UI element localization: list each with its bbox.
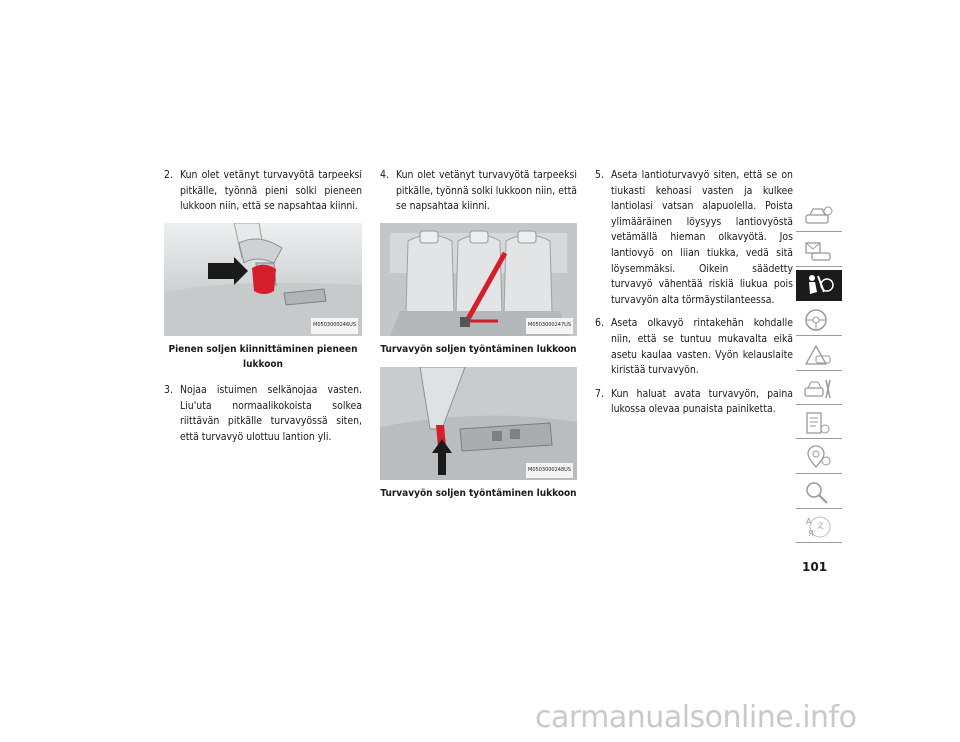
car-mail-icon — [802, 238, 834, 264]
tab-car-info[interactable] — [796, 201, 842, 232]
tab-warning-car[interactable] — [796, 340, 842, 371]
step-7 — [595, 387, 793, 418]
svg-text:文: 文 — [816, 521, 824, 530]
map-pin-icon — [802, 445, 834, 471]
figure-buckle-insert — [380, 367, 577, 480]
figure-code: M0503000246US — [311, 318, 358, 334]
airbag-safety-icon — [802, 272, 834, 298]
step-5 — [595, 168, 793, 308]
tab-car-tools[interactable] — [796, 374, 842, 405]
figure-rear-seats — [380, 223, 577, 336]
figure-caption: Pienen soljen kiinnittäminen pieneen lukkoon — [168, 343, 358, 371]
checklist-gear-icon — [802, 410, 834, 436]
svg-text:Я: Я — [808, 529, 814, 538]
step-text: Aseta olkavyö rintakehän kohdalle niin, että se tuntuu mukavalta eikä asetu kaulaa vasten. Vyön kelauslaite kiristää turvavyön. — [611, 317, 793, 377]
figure-code: M0503000248US — [526, 463, 573, 479]
tab-checklist[interactable] — [796, 408, 842, 439]
watermark: carmanualsonline.info — [535, 700, 857, 735]
figure-small-buckle — [164, 223, 362, 336]
figure-caption: Turvavyön soljen työntäminen lukkoon — [380, 343, 577, 355]
tab-languages[interactable] — [796, 512, 842, 543]
step-2 — [164, 168, 362, 215]
step-number: 6. — [595, 317, 604, 330]
step-number: 7. — [595, 387, 604, 400]
step-text: Aseta lantioturvavyö siten, että se on tiukasti kehoasi vasten ja kulkee lantiolasi vatsan alapuolella. Poista ylimääräinen löysyys lantiovyöstä vetämällä hieman olkavyötä. Jos lantiovyö on liian tiukka, vedä sitä löysemmäksi. Oikein säädetty turvavyö vähentää riskiä liukua pois turvavyön alta törmäystilanteessa. — [611, 169, 793, 306]
steering-wheel-icon — [802, 307, 834, 333]
tab-airbag-safety[interactable] — [796, 270, 842, 301]
step-number: 4. — [380, 169, 389, 181]
step-number: 2. — [164, 169, 173, 181]
car-tools-icon — [802, 376, 834, 402]
step-text: Kun olet vetänyt turvavyötä tarpeeksi pitkälle, työnnä pieni solki pieneen lukkoon niin, että se napsahtaa kiinni. — [180, 169, 362, 213]
tab-car-mail[interactable] — [796, 236, 842, 267]
multilanguage-icon — [802, 514, 834, 540]
step-text: Kun olet vetänyt turvavyötä tarpeeksi pitkälle, työnnä solki lukkoon niin, että se napsahtaa kiinni. — [396, 169, 577, 213]
warning-car-icon — [802, 342, 834, 368]
car-info-icon — [802, 203, 834, 229]
step-6 — [595, 316, 793, 378]
step-number: 5. — [595, 169, 604, 181]
svg-text:A: A — [806, 517, 812, 526]
step-number: 3. — [164, 383, 173, 396]
magnifier-icon — [802, 480, 834, 506]
step-3 — [164, 383, 362, 445]
figure-caption: Turvavyön soljen työntäminen lukkoon — [380, 488, 577, 500]
page-number: 101 — [802, 560, 828, 574]
figure-code: M0503000247US — [526, 318, 573, 334]
step-4 — [380, 168, 577, 215]
right-column — [595, 168, 793, 418]
step-text: Kun haluat avata turvavyön, paina lukossa olevaa punaista painiketta. — [611, 387, 793, 416]
left-column — [164, 168, 362, 445]
tab-map[interactable] — [796, 443, 842, 474]
tab-search[interactable] — [796, 478, 842, 509]
step-text: Nojaa istuimen selkänojaa vasten. Liu'uta normaalikokoista solkea riittävän pitkälle turvavyössä siten, että turvavyö ulottuu lantion yli. — [180, 383, 362, 443]
tab-steering[interactable] — [796, 305, 842, 336]
middle-column — [380, 168, 577, 502]
